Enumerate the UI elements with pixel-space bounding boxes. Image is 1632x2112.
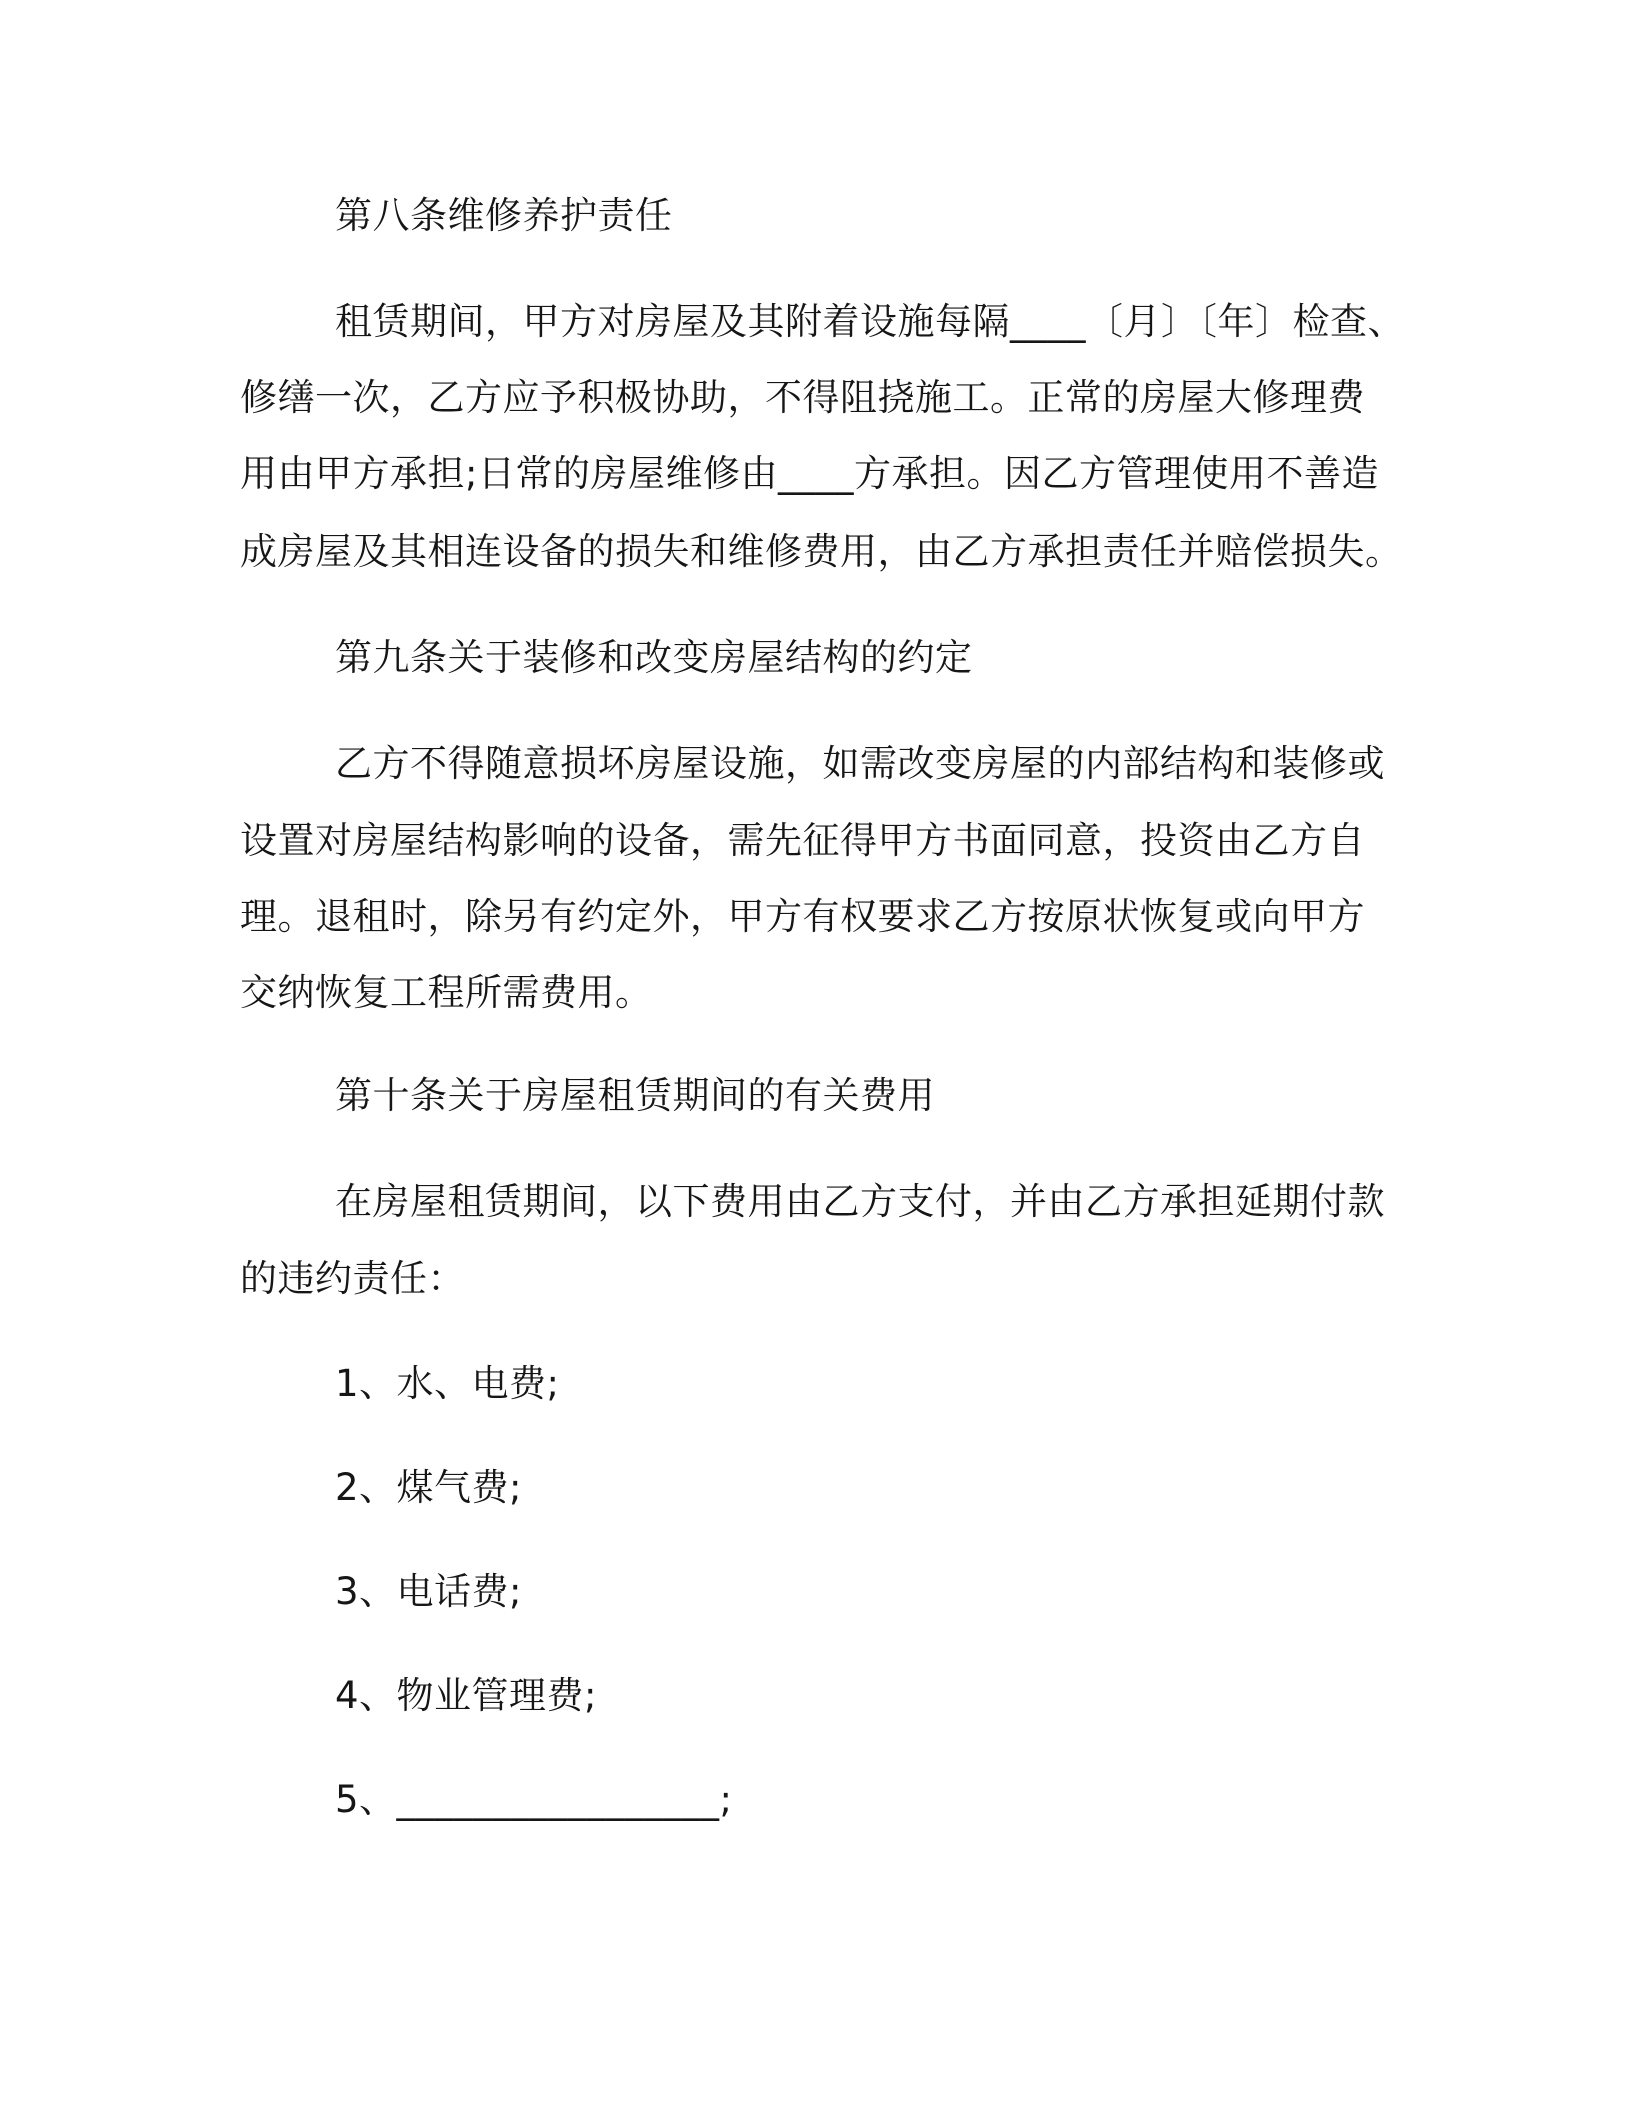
article-9-line-1: 乙方不得随意损坏房屋设施，如需改变房屋的内部结构和装修或 [335,742,1385,785]
article-8-heading: 第八条维修养护责任 [335,194,673,237]
article-8-line-1: 租赁期间，甲方对房屋及其附着设施每隔____〔月〕〔年〕检查、 [335,300,1405,343]
article-9-heading: 第九条关于装修和改变房屋结构的约定 [335,636,973,679]
fee-item-1: 1、水、电费; [335,1362,560,1405]
article-9-line-2: 设置对房屋结构影响的设备，需先征得甲方书面同意，投资由乙方自 [240,819,1365,862]
article-8-line-4: 成房屋及其相连设备的损失和维修费用，由乙方承担责任并赔偿损失。 [240,530,1403,573]
fee-item-4: 4、物业管理费; [335,1674,598,1717]
article-9-line-4: 交纳恢复工程所需费用。 [240,971,653,1014]
article-10-heading: 第十条关于房屋租赁期间的有关费用 [335,1074,935,1117]
article-8-line-3: 用由甲方承担;日常的房屋维修由____方承担。因乙方管理使用不善造 [240,452,1379,495]
article-10-line-2: 的违约责任： [240,1257,465,1300]
fee-item-2: 2、煤气费; [335,1466,523,1509]
article-9-line-3: 理。退租时，除另有约定外，甲方有权要求乙方按原状恢复或向甲方 [240,895,1365,938]
fee-item-3: 3、电话费; [335,1570,523,1613]
fee-item-5: 5、_________________; [335,1778,733,1821]
article-8-line-2: 修缮一次，乙方应予积极协助，不得阻挠施工。正常的房屋大修理费 [240,376,1365,419]
article-10-line-1: 在房屋租赁期间，以下费用由乙方支付，并由乙方承担延期付款 [335,1180,1385,1223]
